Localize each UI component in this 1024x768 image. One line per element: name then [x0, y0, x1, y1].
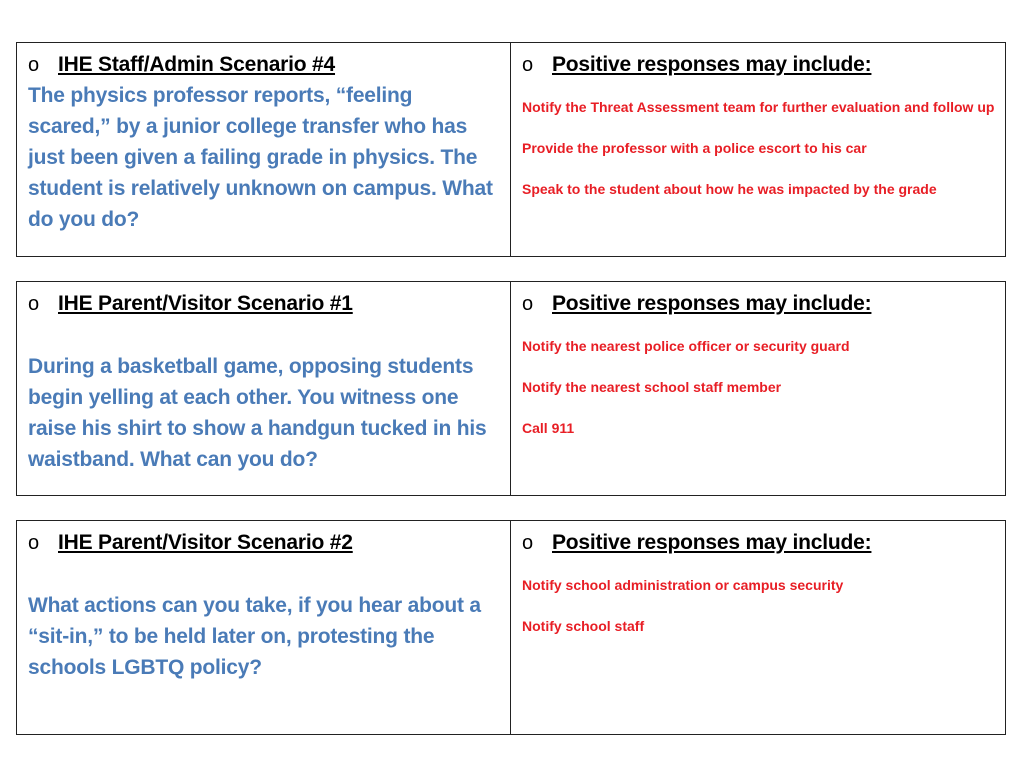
scenario-card-3 — [16, 520, 1006, 735]
scenario-question: During a basketball game, opposing students begin yelling at each other. You witness one raise his shirt to show a handgun tucked in his waistband. What can you do? — [28, 355, 487, 471]
response-item: Notify the Threat Assessment team for further evaluation and follow up — [522, 99, 995, 115]
bullet-icon: o — [28, 293, 40, 315]
responses-title: Positive responses may include: — [552, 53, 872, 76]
scenario-title: IHE Parent/Visitor Scenario #2 — [58, 531, 353, 554]
responses-header — [522, 290, 995, 318]
responses-header — [522, 51, 995, 79]
responses-title: Positive responses may include: — [552, 531, 872, 554]
scenario-question: What actions can you take, if you hear about a “sit-in,” to be held later on, protesting the schools LGBTQ policy? — [28, 594, 481, 679]
scenario-header — [28, 290, 500, 318]
responses-title: Positive responses may include: — [552, 292, 872, 315]
bullet-icon: o — [522, 293, 534, 315]
bullet-icon: o — [522, 54, 534, 76]
response-item: Notify the nearest school staff member — [522, 379, 782, 395]
scenario-header — [28, 51, 500, 79]
scenario-header — [28, 529, 500, 557]
bullet-icon: o — [28, 54, 40, 76]
response-item: Notify the nearest police officer or security guard — [522, 338, 850, 354]
responses-panel — [511, 43, 1005, 256]
responses-panel — [511, 521, 1005, 734]
scenario-card-1 — [16, 42, 1006, 257]
scenario-panel — [17, 282, 511, 495]
response-item: Notify school administration or campus security — [522, 577, 844, 593]
scenario-panel — [17, 43, 511, 256]
scenario-title: IHE Staff/Admin Scenario #4 — [58, 53, 336, 76]
responses-panel — [511, 282, 1005, 495]
response-item: Provide the professor with a police escort to his car — [522, 140, 867, 156]
scenario-question: The physics professor reports, “feeling scared,” by a junior college transfer who has just been given a failing grade in physics. The student is relatively unknown on campus. What do you do? — [28, 84, 493, 231]
scenario-title: IHE Parent/Visitor Scenario #1 — [58, 292, 353, 315]
response-item: Call 911 — [522, 420, 575, 436]
bullet-icon: o — [522, 532, 534, 554]
responses-header — [522, 529, 995, 557]
scenario-panel — [17, 521, 511, 734]
bullet-icon: o — [28, 532, 40, 554]
response-item: Speak to the student about how he was impacted by the grade — [522, 181, 937, 197]
scenario-card-2 — [16, 281, 1006, 496]
response-item: Notify school staff — [522, 618, 645, 634]
